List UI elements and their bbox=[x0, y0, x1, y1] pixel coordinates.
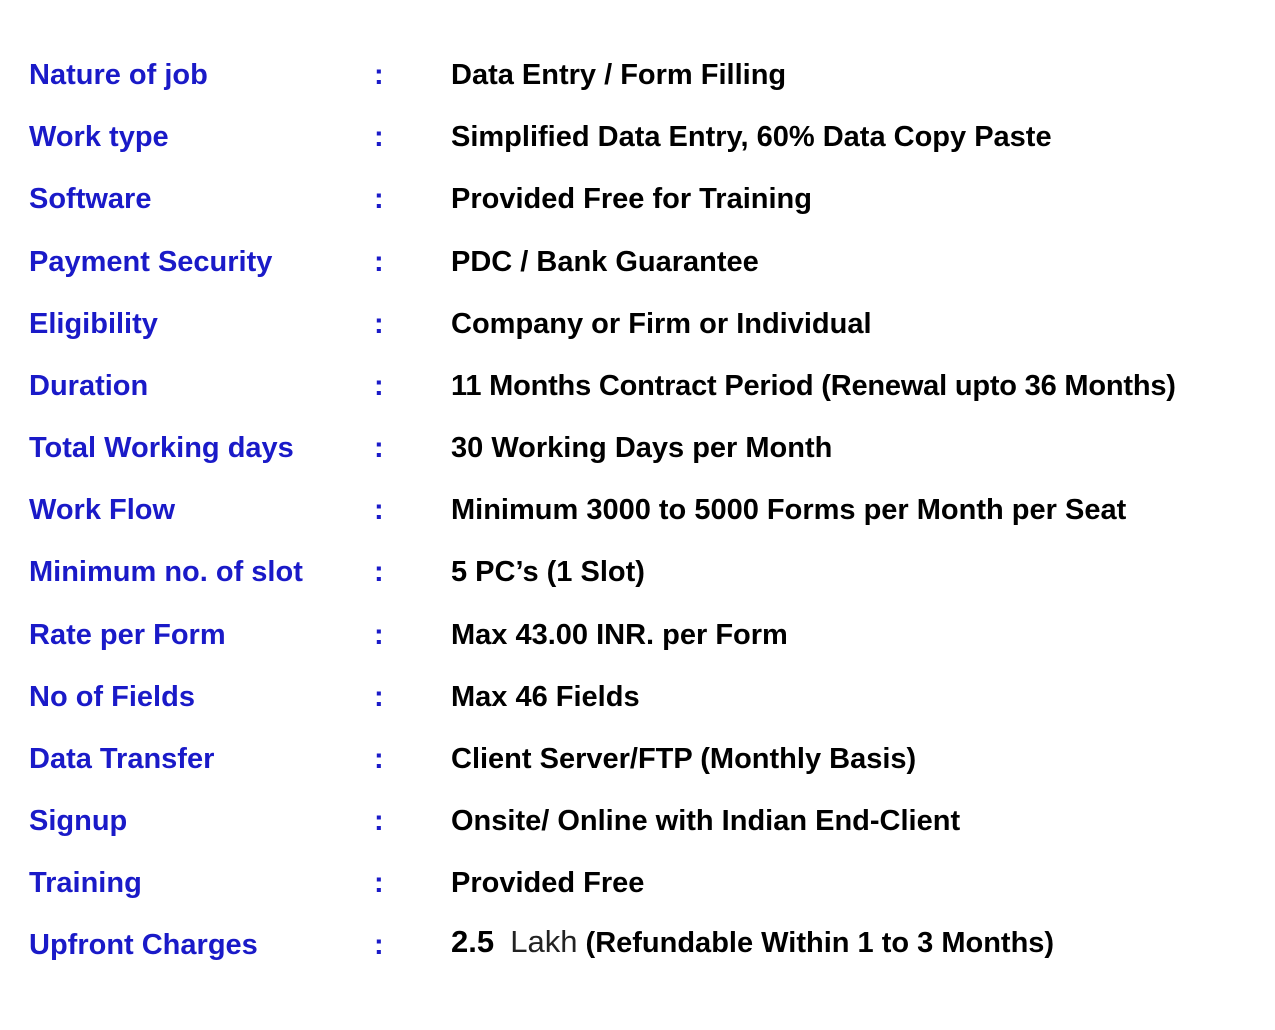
row-separator: : bbox=[374, 619, 384, 651]
row-separator: : bbox=[374, 370, 384, 402]
row-label: Eligibility bbox=[29, 308, 158, 340]
row-value: 30 Working Days per Month bbox=[451, 432, 833, 464]
upfront-unit: Lakh bbox=[510, 924, 578, 959]
row-label: Nature of job bbox=[29, 59, 208, 91]
detail-row-duration bbox=[0, 366, 1275, 406]
row-value: 11 Months Contract Period (Renewal upto 36 Months) bbox=[451, 370, 1176, 402]
row-separator: : bbox=[374, 494, 384, 526]
row-separator: : bbox=[374, 432, 384, 464]
detail-row-eligibility bbox=[0, 304, 1275, 344]
detail-row-nature-of-job bbox=[0, 55, 1275, 95]
detail-row-data-transfer bbox=[0, 739, 1275, 779]
detail-row-minimum-slot bbox=[0, 552, 1275, 592]
detail-row-payment-security bbox=[0, 242, 1275, 282]
row-separator: : bbox=[374, 556, 384, 588]
row-separator: : bbox=[374, 929, 384, 961]
row-label: Upfront Charges bbox=[29, 929, 258, 961]
detail-row-work-flow bbox=[0, 490, 1275, 530]
detail-row-upfront-charges bbox=[0, 925, 1275, 965]
row-separator: : bbox=[374, 867, 384, 899]
row-label: No of Fields bbox=[29, 681, 195, 713]
row-label: Minimum no. of slot bbox=[29, 556, 303, 588]
detail-row-work-type bbox=[0, 117, 1275, 157]
detail-row-rate-per-form bbox=[0, 615, 1275, 655]
detail-row-signup bbox=[0, 801, 1275, 841]
row-value: Max 46 Fields bbox=[451, 681, 640, 713]
row-label: Rate per Form bbox=[29, 619, 226, 651]
row-separator: : bbox=[374, 121, 384, 153]
row-label: Training bbox=[29, 867, 142, 899]
detail-row-total-working-days bbox=[0, 428, 1275, 468]
row-label: Total Working days bbox=[29, 432, 294, 464]
row-value: Client Server/FTP (Monthly Basis) bbox=[451, 743, 917, 775]
row-label: Duration bbox=[29, 370, 149, 402]
upfront-amount: 2.5 bbox=[451, 924, 495, 959]
upfront-note: (Refundable Within 1 to 3 Months) bbox=[585, 927, 1055, 959]
row-value: Minimum 3000 to 5000 Forms per Month per Seat bbox=[451, 494, 1127, 526]
row-label: Work type bbox=[29, 121, 169, 153]
detail-row-training bbox=[0, 863, 1275, 903]
row-value: PDC / Bank Guarantee bbox=[451, 246, 759, 278]
row-value: Data Entry / Form Filling bbox=[451, 59, 787, 91]
row-label: Software bbox=[29, 183, 152, 215]
row-separator: : bbox=[374, 681, 384, 713]
row-value: Max 43.00 INR. per Form bbox=[451, 619, 788, 651]
row-value: Company or Firm or Individual bbox=[451, 308, 872, 340]
row-separator: : bbox=[374, 308, 384, 340]
row-separator: : bbox=[374, 59, 384, 91]
row-separator: : bbox=[374, 743, 384, 775]
row-value: Provided Free bbox=[451, 867, 645, 899]
detail-row-no-of-fields bbox=[0, 677, 1275, 717]
row-separator: : bbox=[374, 246, 384, 278]
row-value bbox=[451, 922, 1054, 963]
row-label: Payment Security bbox=[29, 246, 273, 278]
row-value: Provided Free for Training bbox=[451, 183, 812, 215]
row-label: Work Flow bbox=[29, 494, 176, 526]
row-value: Simplified Data Entry, 60% Data Copy Paste bbox=[451, 121, 1052, 153]
row-value: 5 PC’s (1 Slot) bbox=[451, 556, 645, 588]
row-label: Data Transfer bbox=[29, 743, 215, 775]
detail-row-software bbox=[0, 179, 1275, 219]
row-value: Onsite/ Online with Indian End-Client bbox=[451, 805, 961, 837]
row-separator: : bbox=[374, 183, 384, 215]
row-label: Signup bbox=[29, 805, 128, 837]
row-separator: : bbox=[374, 805, 384, 837]
